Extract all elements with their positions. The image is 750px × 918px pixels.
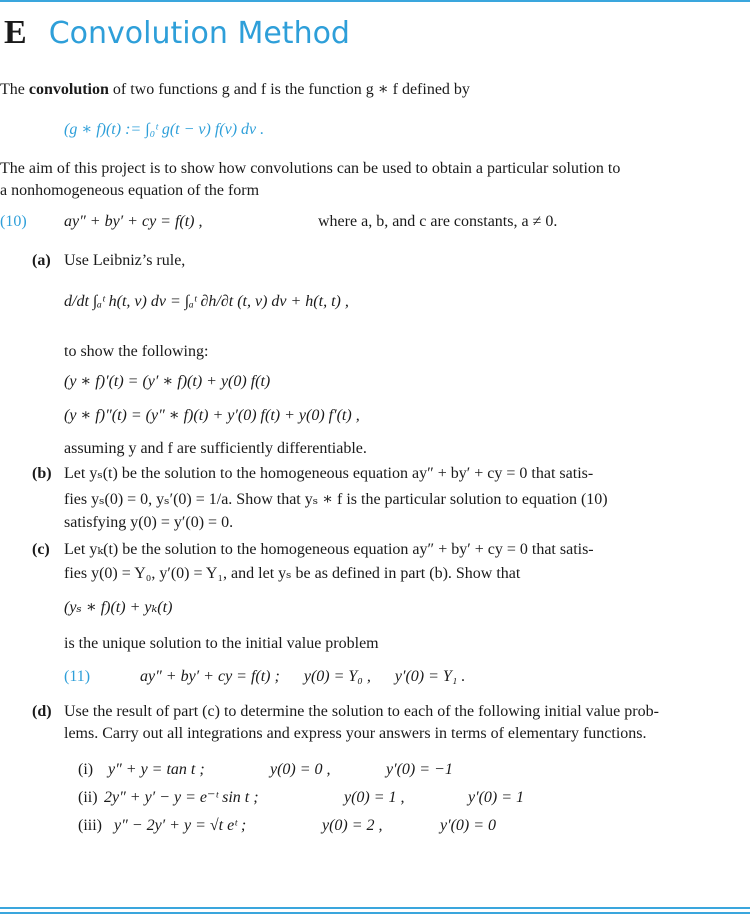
ivp-item-2-eq: 2y″ + y′ − y = e⁻ᵗ sin t ; [104,789,259,806]
intro-term: convolution [28,81,109,98]
section-letter: E [4,14,27,51]
ivp-item-1-ic2: y′(0) = −1 [386,761,453,778]
equation-11: ay″ + by′ + cy = f(t) ; y(0) = Y₀ , y′(0) = Y₁ . [140,668,466,685]
equation-11-label: (11) [64,668,91,685]
part-a-assume: assuming y and f are sufficiently differentiable. [64,440,367,457]
part-a-text: Use Leibniz’s rule, [64,252,186,269]
ivp-item-1-num: (i) [78,761,94,778]
equation-10: ay″ + by′ + cy = f(t) , [64,213,203,230]
part-d-line-2: lems. Carry out all integrations and express your answers in terms of elementary functions. [64,725,647,742]
bottom-rule-1 [0,907,750,909]
bottom-rule-2 [0,912,750,914]
aim-line-2: a nonhomogeneous equation of the form [0,182,260,199]
intro-post: of two functions g and f is the function g ∗ f defined by [108,81,470,98]
intro-paragraph [0,80,470,100]
part-a-eq1: (y ∗ f)′(t) = (y′ ∗ f)(t) + y(0) f(t) [64,373,271,390]
ivp-item-1-ic1: y(0) = 0 , [270,761,331,778]
intro-pre: The [0,81,29,98]
part-d-line-1: Use the result of part (c) to determine the solution to each of the following initial value prob- [64,703,659,720]
definition-equation: (g ∗ f)(t) := ∫₀ᵗ g(t − v) f(v) dv . [64,121,265,138]
ivp-item-2-ic2: y′(0) = 1 [468,789,525,806]
part-a-show: to show the following: [64,343,209,360]
part-c-expression: (yₛ ∗ f)(t) + yₖ(t) [64,599,173,616]
aim-line-1: The aim of this project is to show how convolutions can be used to obtain a particular solution to [0,160,621,177]
ivp-item-3-num: (iii) [78,817,102,834]
part-c-unique: is the unique solution to the initial value problem [64,635,379,652]
equation-10-label: (10) [0,213,27,230]
ivp-item-3-eq: y″ − 2y′ + y = √t eᵗ ; [114,817,247,834]
ivp-item-3-ic2: y′(0) = 0 [440,817,497,834]
part-a-label: (a) [32,252,51,269]
part-c-line-1: Let yₖ(t) be the solution to the homogeneous equation ay″ + by′ + cy = 0 that satis- [64,541,594,558]
section-title: Convolution Method [48,16,350,51]
equation-10-where: where a, b, and c are constants, a ≠ 0. [318,213,558,230]
section-heading [4,14,350,62]
part-b-line-2: fies yₛ(0) = 0, yₛ′(0) = 1/a. Show that yₛ ∗ f is the particular solution to equation (10) [64,491,608,508]
part-b-line-1: Let yₛ(t) be the solution to the homogeneous equation ay″ + by′ + cy = 0 that satis- [64,465,594,482]
part-c-line-2: fies y(0) = Y₀, y′(0) = Y₁, and let yₛ be as defined in part (b). Show that [64,565,521,582]
part-c-label: (c) [32,541,50,558]
part-d-label: (d) [32,703,52,720]
part-b-line-3: satisfying y(0) = y′(0) = 0. [64,514,234,531]
part-b-label: (b) [32,465,52,482]
ivp-item-3-ic1: y(0) = 2 , [322,817,383,834]
top-rule [0,0,750,2]
leibniz-rule: d/dt ∫ₐᵗ h(t, v) dv = ∫ₐᵗ ∂h/∂t (t, v) dv + h(t, t) , [64,293,349,310]
ivp-item-2-num: (ii) [78,789,98,806]
ivp-item-1-eq: y″ + y = tan t ; [108,761,205,778]
part-a-eq2: (y ∗ f)″(t) = (y″ ∗ f)(t) + y′(0) f(t) + y(0) f′(t) , [64,407,360,424]
ivp-item-2-ic1: y(0) = 1 , [344,789,405,806]
